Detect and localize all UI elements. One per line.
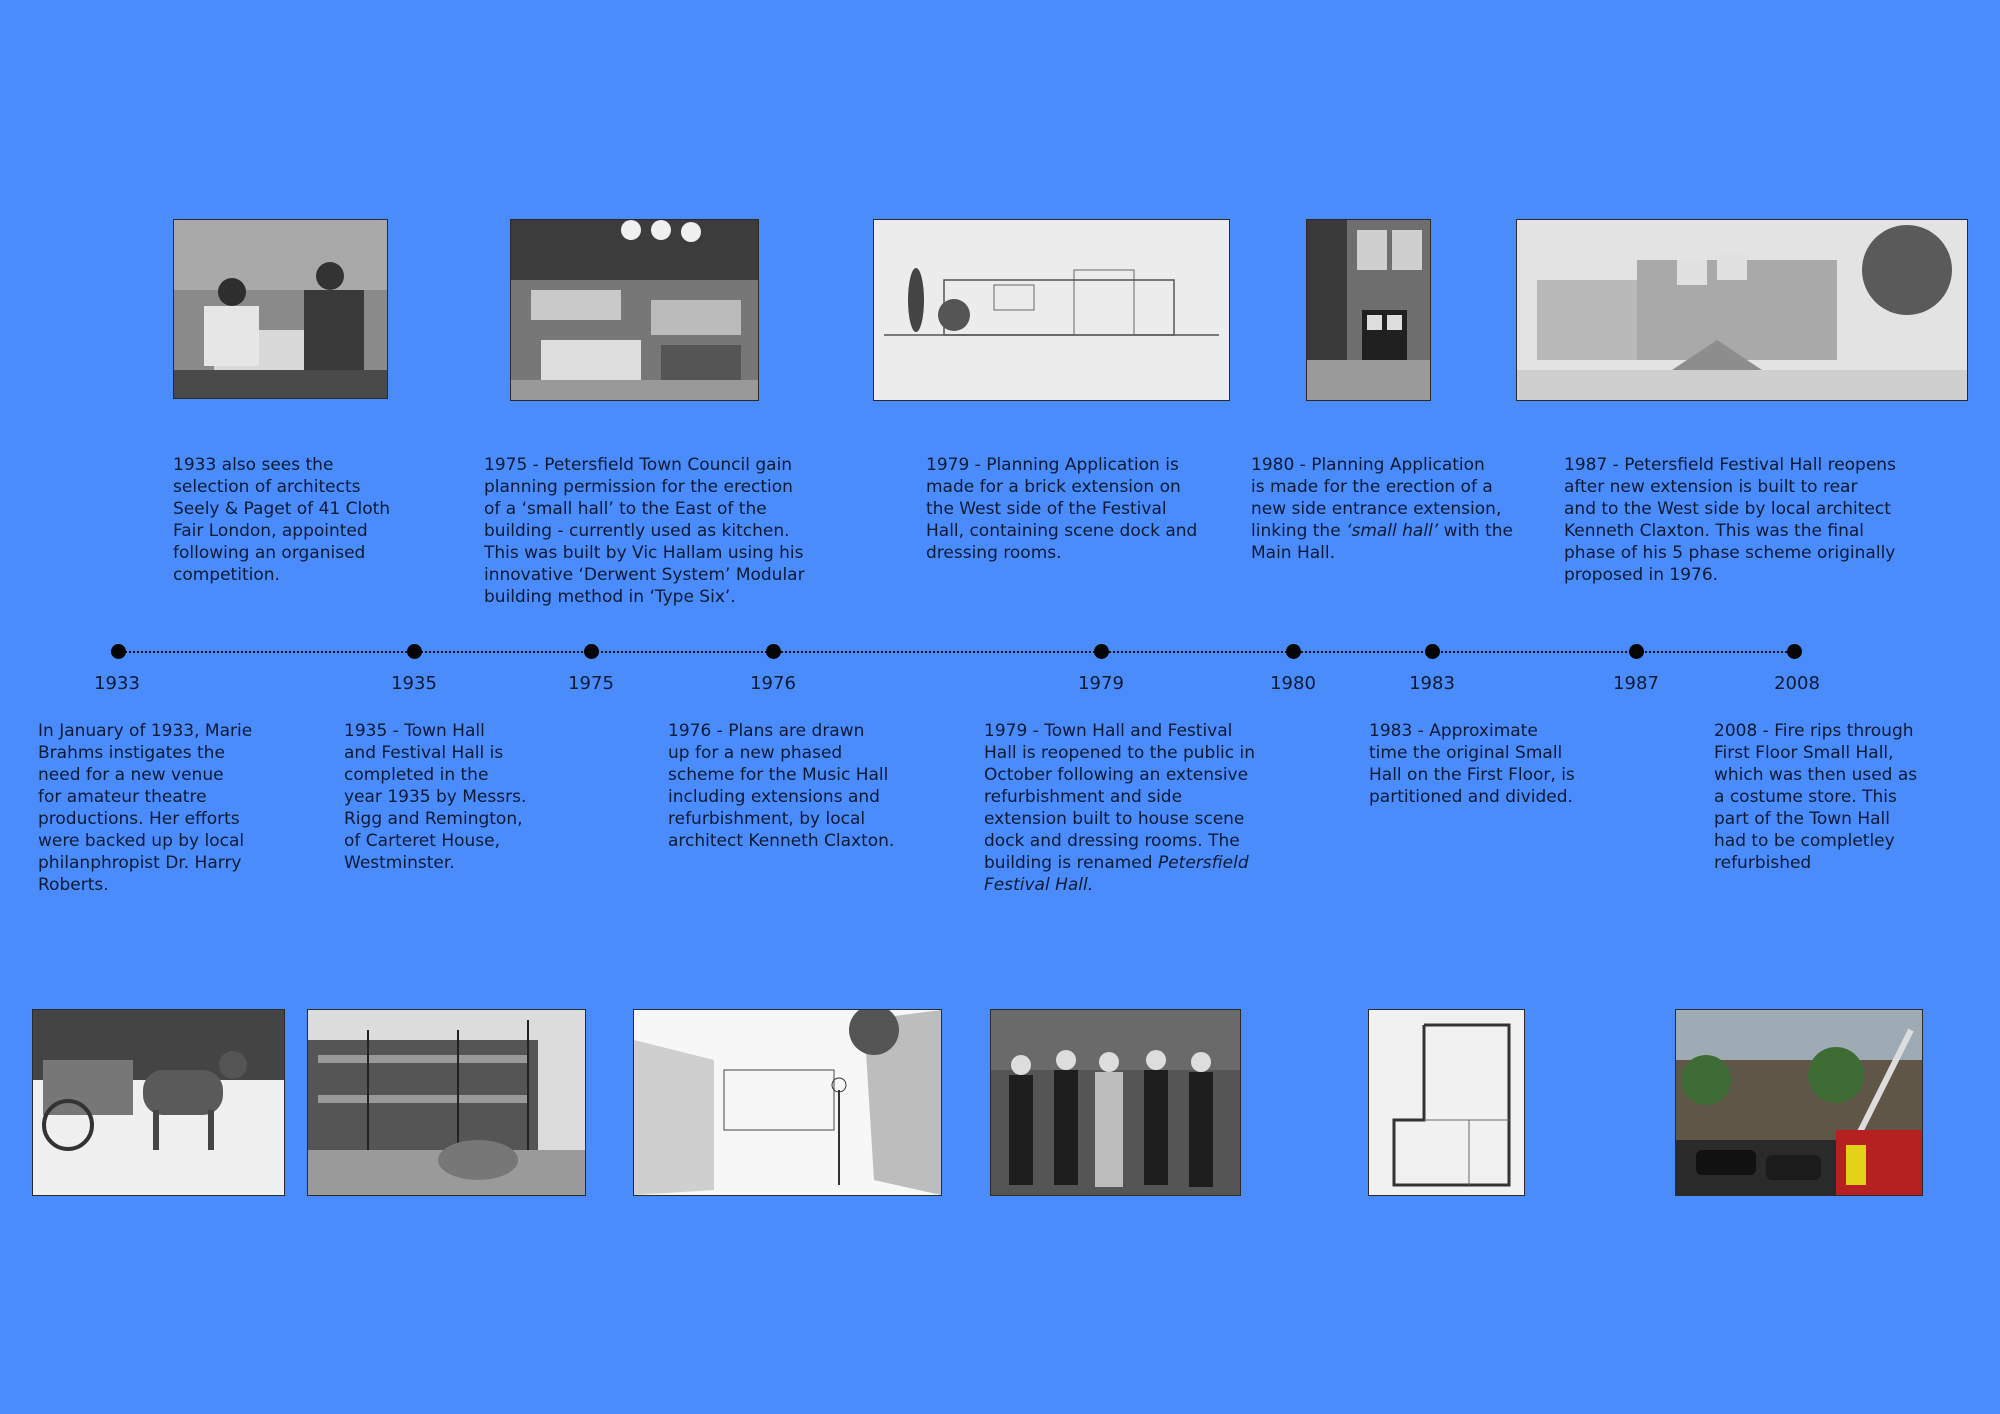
timeline-dot-1976	[766, 644, 781, 659]
timeline-line	[118, 651, 1794, 653]
timeline-year-label: 1980	[1270, 673, 1316, 694]
timeline-dot-1933	[111, 644, 126, 659]
entry-2008-fire: 2008 - Fire rips through First Floor Small Hall, which was then used as a costume store. This part of the Town Hall had to be completley refurbished	[1714, 721, 1918, 873]
entry-1980-text: 1980 - Planning Application is made for the erection of a new side entrance extension, linking the	[1251, 455, 1502, 541]
entry-1935-completed: 1935 - Town Hall and Festival Hall is completed in the year 1935 by Messrs. Rigg and Remington, of Carteret House, Westminster.	[344, 721, 527, 873]
timeline-dot-1980	[1286, 644, 1301, 659]
photo-extension-construction	[1516, 219, 1968, 401]
photo-architects-meeting	[173, 219, 388, 399]
entry-1933-architects: 1933 also sees the selection of architects Seely & Paget of 41 Cloth Fair London, appointed following an organised competition.	[173, 455, 391, 585]
photo-workshop-interior	[510, 219, 759, 401]
photo-fire-engines-2008	[1675, 1009, 1923, 1196]
photo-reopening-guests	[990, 1009, 1241, 1196]
photo-donkey-cart	[32, 1009, 285, 1196]
entry-1987-reopens: 1987 - Petersfield Festival Hall reopens after new extension is built to rear and to the West side by local architect Kenneth Claxton. This was the final phase of his 5 phase scheme originally proposed in 1976.	[1564, 455, 1896, 585]
timeline-year-label: 1975	[568, 673, 614, 694]
entry-1976-plans: 1976 - Plans are drawn up for a new phased scheme for the Music Hall including extensions and refurbishment, by local architect Kenneth Claxton.	[668, 721, 895, 851]
timeline-year-label: 1935	[391, 673, 437, 694]
timeline-dot-1979	[1094, 644, 1109, 659]
entry-1933-marie-brahms: In January of 1933, Marie Brahms instigates the need for a new venue for amateur theatre productions. Her efforts were backed up by local philanphropist Dr. Harry Roberts.	[38, 721, 253, 895]
entry-1979-text: 1979 - Town Hall and Festival Hall is reopened to the public in October following an extensive refurbishment and side extension built to house scene dock and dressing rooms. The building is renamed	[984, 721, 1256, 873]
entry-1980-text-end: with the Main Hall.	[1251, 521, 1513, 563]
entry-1975-small-hall: 1975 - Petersfield Town Council gain planning permission for the erection of a ‘small hall’ to the East of the building - currently used as kitchen. This was built by Vic Hallam using his innovative ‘Derwent System’ Modular building method in ‘Type Six’.	[484, 455, 805, 607]
photo-floor-plan-drawing	[1368, 1009, 1525, 1196]
timeline-dot-1935	[407, 644, 422, 659]
entry-1980-planning	[1251, 454, 1513, 564]
timeline-year-label: 2008	[1774, 673, 1820, 694]
timeline-dot-2008	[1787, 644, 1802, 659]
photo-side-entrance	[1306, 219, 1431, 401]
photo-building-construction-1935	[307, 1009, 586, 1196]
photo-planning-elevation-drawing	[873, 219, 1230, 401]
entry-1979-reopened	[984, 720, 1255, 896]
timeline-dot-1975	[584, 644, 599, 659]
timeline-year-label: 1983	[1409, 673, 1455, 694]
entry-1979-planning: 1979 - Planning Application is made for a brick extension on the West side of the Festival Hall, containing scene dock and dressing rooms.	[926, 455, 1198, 563]
timeline-year-label: 1976	[750, 673, 796, 694]
entry-1980-italic: ‘small hall’	[1346, 521, 1439, 541]
entry-1983-small-hall: 1983 - Approximate time the original Small Hall on the First Floor, is partitioned and divided.	[1369, 721, 1575, 807]
photo-sketch-scheme-drawing	[633, 1009, 942, 1196]
timeline-dot-1987	[1629, 644, 1644, 659]
timeline-year-label: 1987	[1613, 673, 1659, 694]
timeline-year-label: 1979	[1078, 673, 1124, 694]
timeline-dot-1983	[1425, 644, 1440, 659]
entry-1979-italic: Petersfield Festival Hall.	[984, 853, 1249, 895]
timeline-year-label: 1933	[94, 673, 140, 694]
